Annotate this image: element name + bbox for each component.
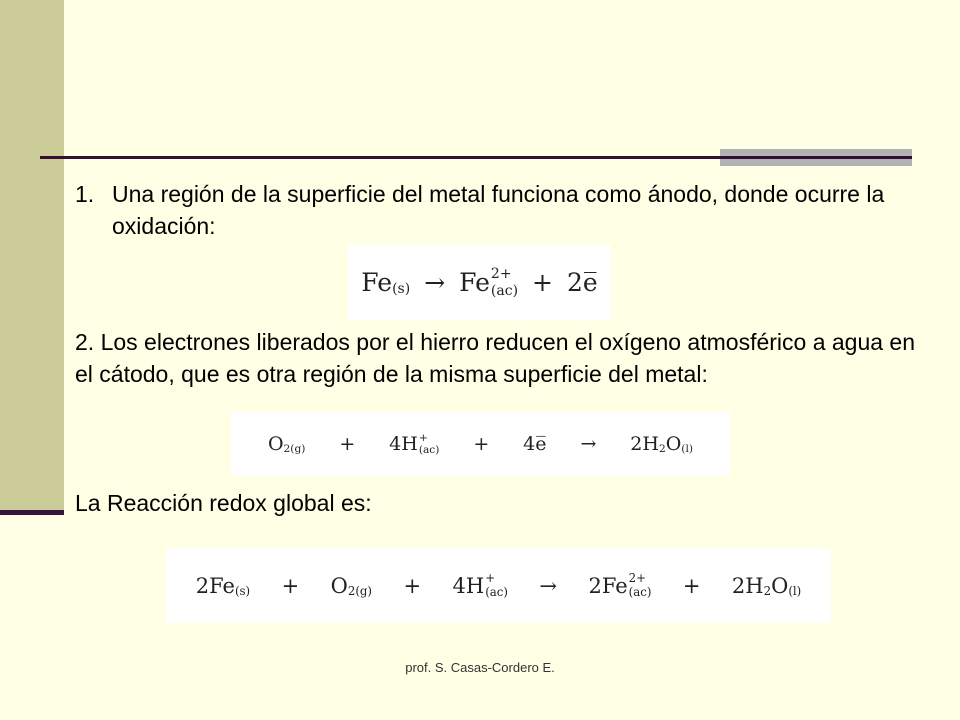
list-item-text: Una región de la superficie del metal funciona como ánodo, donde ocurre la oxidación: — [112, 181, 885, 239]
eq-term-oxygen: O 2 (g) — [330, 573, 373, 598]
global-reaction-heading: La Reacción redox global es: — [75, 490, 372, 516]
eq-plus: + — [339, 433, 356, 455]
title-divider-line-end — [720, 156, 912, 159]
eq-plus: + — [403, 573, 422, 598]
eq-term-fe-ion: Fe 2+ (ac) — [459, 266, 519, 299]
eq-term-hydrogen-ion: 4H + (ac) — [389, 430, 440, 456]
eq-plus: + — [473, 433, 490, 455]
slide-sidebar-bar — [0, 0, 64, 510]
eq-arrow: → — [580, 433, 597, 455]
eq-term-fe-ion: 2Fe 2+ (ac) — [588, 570, 652, 599]
list-item-number: 1. — [75, 181, 95, 207]
eq-term-electrons: 2e̅ — [567, 268, 598, 297]
eq-term-water: 2H 2 O (l) — [731, 573, 802, 598]
list-item-2: 2. Los electrones liberados por el hierro reducen el oxígeno atmosférico a agua en el cátodo, que es otra región de la misma superficie del metal: — [75, 329, 916, 387]
global-redox-equation — [166, 548, 831, 623]
eq-term-water: 2H 2 O (l) — [630, 433, 693, 456]
title-divider-line — [40, 156, 720, 159]
eq-term-fe-solid: 2Fe (s) — [195, 573, 251, 598]
eq-term-fe-solid: Fe (s) — [361, 268, 411, 297]
anode-oxidation-equation — [348, 245, 611, 320]
eq-term-electrons: 4e̅ — [523, 433, 547, 455]
slide-footer-author: prof. S. Casas-Cordero E. — [405, 660, 555, 675]
cathode-reduction-equation — [231, 412, 730, 476]
eq-term-oxygen: O 2 (g) — [267, 433, 306, 456]
eq-plus: + — [532, 268, 553, 297]
eq-arrow: → — [424, 268, 446, 297]
sidebar-accent-line — [0, 510, 64, 515]
eq-arrow: → — [539, 573, 558, 598]
eq-plus: + — [281, 573, 300, 598]
eq-term-hydrogen-ion: 4H + (ac) — [452, 570, 508, 599]
eq-plus: + — [682, 573, 701, 598]
